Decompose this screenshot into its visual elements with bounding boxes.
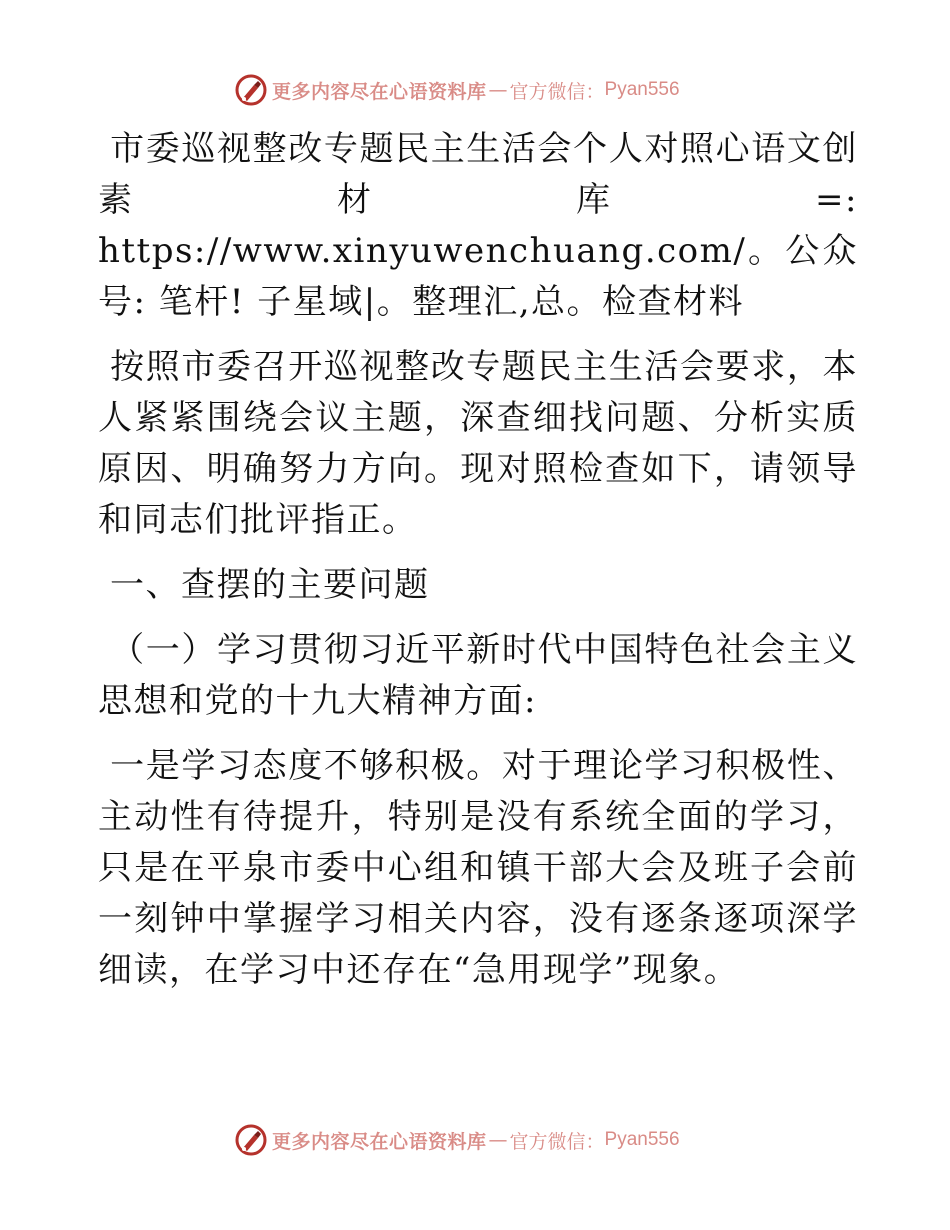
subsection-heading-text: （一）学习贯彻习近平新时代中国特色社会主义思想和党的十九大精神方面:	[98, 630, 858, 721]
point-text: 一是学习态度不够积极。对于理论学习积极性、主动性有待提升，特别是没有系统全面的学习，只是在平泉市委中心组和镇干部大会及班子会前一刻钟中掌握学习相关内容，没有逐条逐项深学细读，在学习中还存在“急用现学”现象。	[98, 746, 858, 990]
section-heading	[98, 560, 858, 611]
official-wechat-label: 官方微信：	[509, 1130, 605, 1153]
document-body	[98, 124, 858, 1010]
promo-text: 更多内容尽在心语资料库	[272, 1130, 487, 1153]
intro-paragraph	[98, 342, 858, 546]
pen-circle-logo-icon	[234, 73, 268, 107]
section-heading-text: 一、查摆的主要问题	[110, 565, 430, 605]
banner-separator: —	[488, 79, 508, 101]
banner-separator: —	[488, 1129, 508, 1151]
footer-banner	[234, 1123, 680, 1157]
wechat-id: Pyan556	[604, 79, 680, 100]
document-title-paragraph	[98, 124, 858, 328]
wechat-id: Pyan556	[604, 1129, 680, 1150]
promo-text: 更多内容尽在心语资料库	[272, 80, 487, 103]
header-banner	[234, 73, 680, 107]
official-wechat-label: 官方微信：	[509, 80, 605, 103]
intro-text: 按照市委召开巡视整改专题民主生活会要求，本人紧紧围绕会议主题，深查细找问题、分析实质原因、明确努力方向。现对照检查如下，请领导和同志们批评指正。	[98, 347, 858, 540]
title-text: 市委巡视整改专题民主生活会个人对照心语文创素材库=: https://www.xinyuwenchuang.com/。公众号: 笔杆! 子星域|。整理汇,总。检查材料	[98, 129, 858, 322]
point-paragraph	[98, 741, 858, 996]
pen-circle-logo-icon	[234, 1123, 268, 1157]
subsection-heading	[98, 625, 858, 727]
